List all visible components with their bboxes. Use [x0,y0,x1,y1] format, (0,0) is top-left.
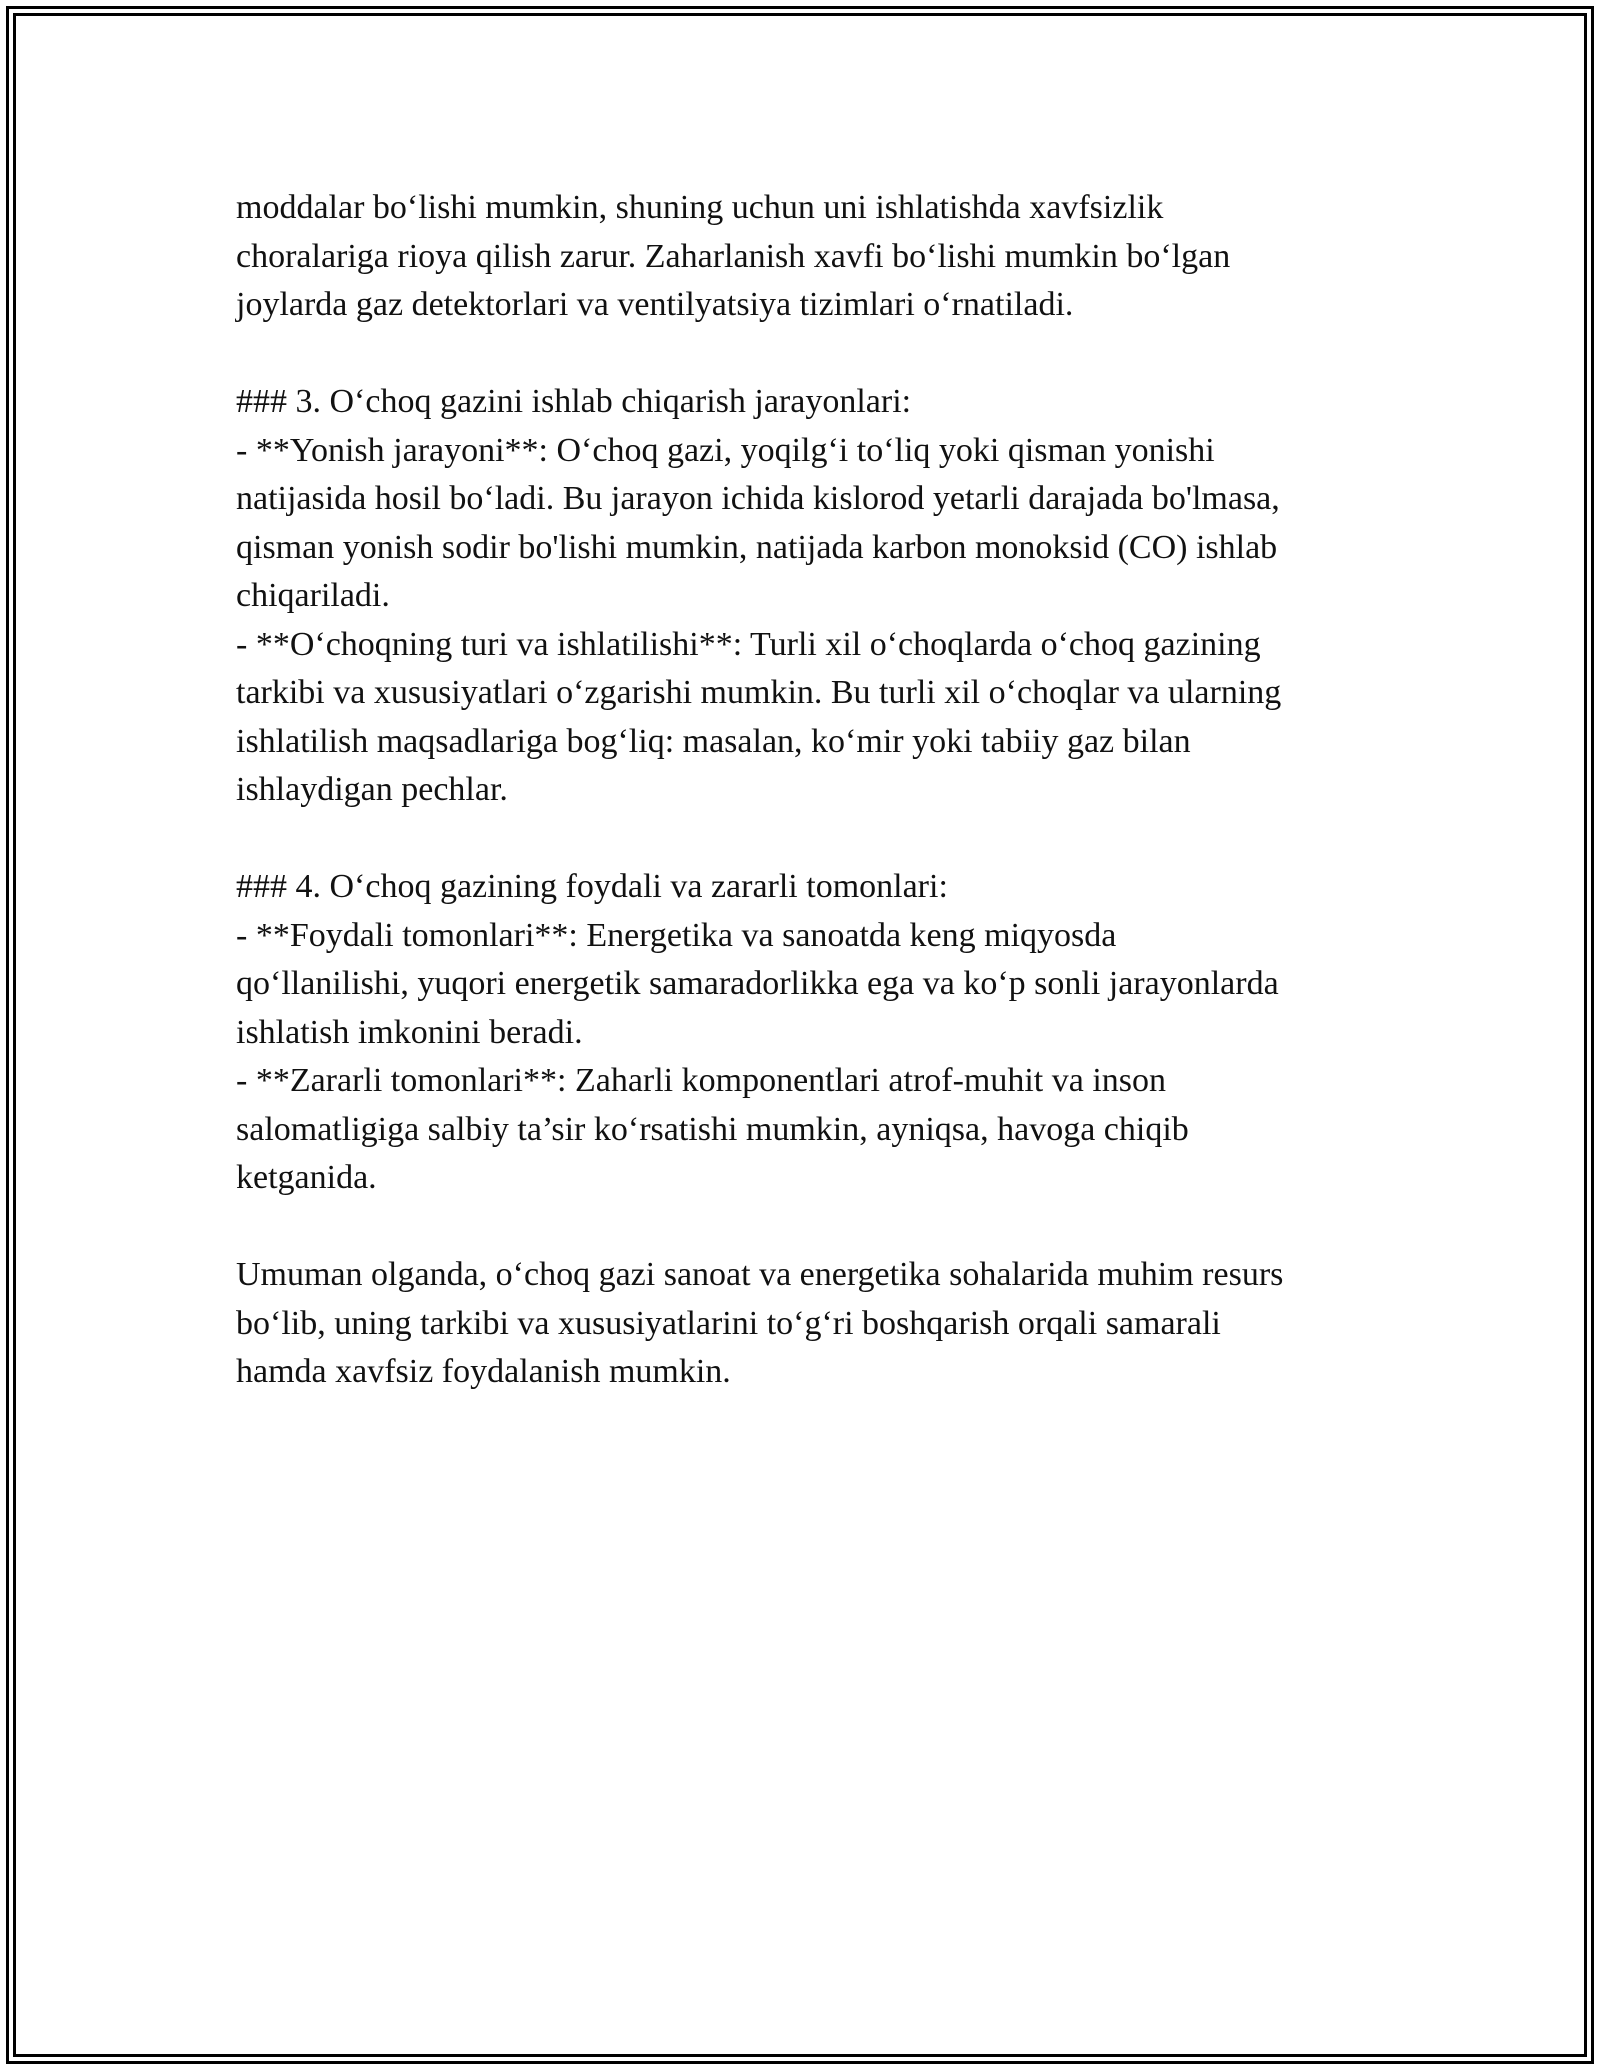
text-line: qo‘llanilishi, yuqori energetik samaradorlikka ega va ko‘p sonli jarayonlarda [236,965,1279,1002]
text-line: tarkibi va xususiyatlari o‘zgarishi mumkin. Bu turli xil o‘choqlar va ularning [236,674,1282,711]
text-line: choralariga rioya qilish zarur. Zaharlanish xavfi bo‘lishi mumkin bo‘lgan [236,237,1231,275]
text-line: ketganida. [236,1159,377,1196]
text-line: chiqariladi. [236,577,390,614]
conclusion-paragraph [236,1251,1386,1397]
text-line: qisman yonish sodir bo'lishi mumkin, natijada karbon monoksid (CO) ishlab [236,528,1278,566]
section-heading: ### 3. O‘choq gazini ishlab chiqarish jarayonlari: [236,383,912,420]
text-line: Umuman olganda, o‘choq gazi sanoat va energetika sohalarida muhim resurs [236,1256,1284,1293]
text-line: hamda xavfsiz foydalanish mumkin. [236,1353,731,1390]
document-body [236,184,1386,1397]
text-line: - **O‘choqning turi va ishlatilishi**: Turli xil o‘choqlarda o‘choq gazining [236,625,1261,663]
paragraph-gap [236,1203,1386,1252]
text-line: salomatligiga salbiy ta’sir ko‘rsatishi mumkin, ayniqsa, havoga chiqib [236,1110,1189,1148]
section-3 [236,378,1386,815]
intro-paragraph [236,184,1386,330]
text-line: - **Yonish jarayoni**: O‘choq gazi, yoqilg‘i to‘liq yoki qisman yonishi [236,431,1215,469]
text-line: ishlaydigan pechlar. [236,771,508,808]
text-line: - **Zararli tomonlari**: Zaharli komponentlari atrof-muhit va inson [236,1062,1167,1099]
text-line: ishlatilish maqsadlariga bog‘liq: masalan, ko‘mir yoki tabiiy gaz bilan [236,722,1191,760]
paragraph-gap [236,815,1386,864]
text-line: joylarda gaz detektorlari va ventilyatsiya tizimlari o‘rnatiladi. [236,286,1074,323]
text-line: ishlatish imkonini beradi. [236,1013,583,1051]
section-4 [236,863,1386,1203]
paragraph-gap [236,330,1386,379]
text-line: moddalar bo‘lishi mumkin, shuning uchun uni ishlatishda xavfsizlik [236,189,1164,226]
text-line: natijasida hosil bo‘ladi. Bu jarayon ichida kislorod yetarli darajada bo'lmasa, [236,480,1280,517]
section-heading: ### 4. O‘choq gazining foydali va zararli tomonlari: [236,868,948,905]
text-line: - **Foydali tomonlari**: Energetika va sanoatda keng miqyosda [236,916,1117,954]
text-line: bo‘lib, uning tarkibi va xususiyatlarini to‘g‘ri boshqarish orqali samarali [236,1304,1221,1342]
